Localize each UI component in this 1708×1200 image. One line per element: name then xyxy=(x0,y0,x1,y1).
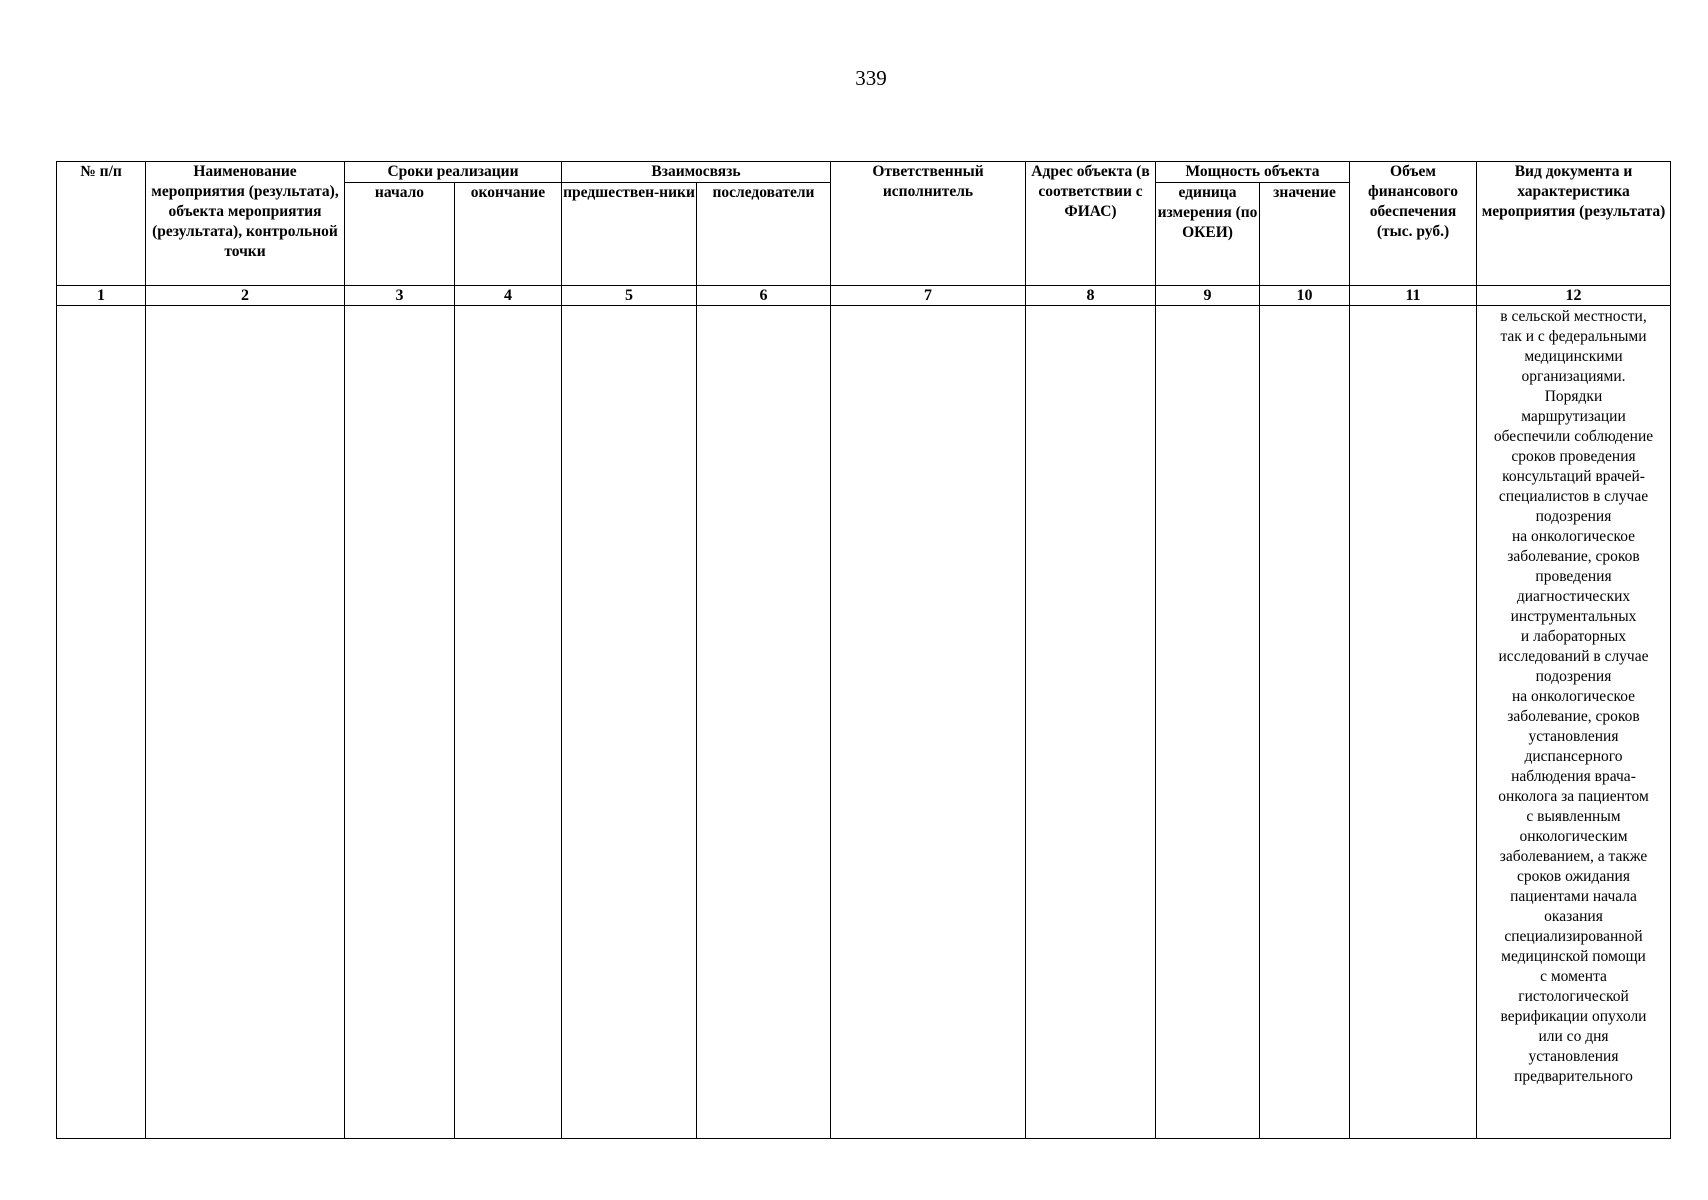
description-line: с выявленным xyxy=(1526,808,1621,826)
description-line: наблюдения врача- xyxy=(1511,768,1636,786)
header-successors: последователи xyxy=(697,183,831,285)
column-number: 7 xyxy=(831,285,1026,305)
description-line: онколога за пациентом xyxy=(1498,788,1649,806)
description-line: и лабораторных xyxy=(1520,628,1627,646)
description-line: предварительного xyxy=(1514,1068,1633,1086)
header-row-1 xyxy=(57,162,1671,183)
description-line: установления xyxy=(1528,728,1619,746)
description-line: сроков ожидания xyxy=(1517,868,1630,886)
description-line: маршрутизации xyxy=(1521,408,1626,426)
column-number: 8 xyxy=(1026,285,1156,305)
column-number: 3 xyxy=(345,285,455,305)
column-number: 12 xyxy=(1477,285,1671,305)
header-responsible: Ответственный исполнитель xyxy=(831,162,1026,286)
description-line: Порядки xyxy=(1544,388,1603,406)
header-funding: Объем финансового обеспечения (тыс. руб.) xyxy=(1350,162,1477,286)
header-document-type: Вид документа и характеристика мероприятия (результата) xyxy=(1477,162,1671,286)
description-line: или со дня xyxy=(1538,1028,1609,1046)
cell-responsible xyxy=(831,306,1026,1139)
cell-unit xyxy=(1156,306,1260,1139)
cell-end xyxy=(455,306,562,1139)
cell-address xyxy=(1026,306,1156,1139)
column-number: 6 xyxy=(697,285,831,305)
description-line: подозрения xyxy=(1535,668,1612,686)
header-deadlines-group: Сроки реализации xyxy=(345,162,562,183)
column-numbers-row xyxy=(57,285,1671,305)
header-number: № п/п xyxy=(57,162,146,286)
description-line: подозрения xyxy=(1535,508,1612,526)
cell-activity-name xyxy=(146,306,345,1139)
description-line: организациями. xyxy=(1521,368,1626,386)
description-line: на онкологическое xyxy=(1511,528,1636,546)
header-end: окончание xyxy=(455,183,562,285)
description-line: консультаций врачей- xyxy=(1502,468,1645,486)
header-start: начало xyxy=(345,183,455,285)
description-line: специализированной xyxy=(1504,928,1643,946)
column-number: 5 xyxy=(562,285,697,305)
description-line: инструментальных xyxy=(1510,608,1637,626)
cell-number xyxy=(57,306,146,1139)
cell-predecessors xyxy=(562,306,697,1139)
column-number: 10 xyxy=(1260,285,1350,305)
description-line: верификации опухоли xyxy=(1500,1008,1647,1026)
description-line: в сельской местности, xyxy=(1500,308,1647,326)
description-line: проведения xyxy=(1535,568,1612,586)
header-address: Адрес объекта (в соответствии с ФИАС) xyxy=(1026,162,1156,286)
column-number: 2 xyxy=(146,285,345,305)
description-line: установления xyxy=(1528,1048,1619,1066)
description-line: медицинскими xyxy=(1524,348,1623,366)
page-number: 339 xyxy=(855,66,887,90)
description-line: пациентами начала xyxy=(1510,888,1637,906)
column-number: 4 xyxy=(455,285,562,305)
description-line: с момента xyxy=(1540,968,1607,986)
description-line: медицинской помощи xyxy=(1501,948,1646,966)
cell-funding xyxy=(1350,306,1477,1139)
cell-document-description xyxy=(1477,306,1671,1139)
header-value: значение xyxy=(1260,183,1350,285)
description-line: диагностических xyxy=(1516,588,1631,606)
description-line: на онкологическое xyxy=(1511,688,1636,706)
description-line: гистологической xyxy=(1518,988,1629,1006)
column-number: 9 xyxy=(1156,285,1260,305)
description-line: специалистов в случае xyxy=(1498,488,1649,506)
cell-value xyxy=(1260,306,1350,1139)
description-line: онкологическим xyxy=(1519,828,1628,846)
description-line: так и с федеральными xyxy=(1500,328,1647,346)
header-capacity-group: Мощность объекта xyxy=(1156,162,1350,183)
header-predecessors: предшествен-ники xyxy=(562,183,697,285)
column-number: 1 xyxy=(57,285,146,305)
header-unit: единица измерения (по ОКЕИ) xyxy=(1156,183,1260,285)
description-line: диспансерного xyxy=(1524,748,1623,766)
description-line: исследований в случае xyxy=(1498,648,1649,666)
plan-table xyxy=(56,161,1671,1139)
description-line: обеспечили соблюдение xyxy=(1493,428,1654,446)
description-line: заболевание, сроков xyxy=(1507,708,1640,726)
column-number: 11 xyxy=(1350,285,1477,305)
description-line: заболевание, сроков xyxy=(1507,548,1640,566)
cell-start xyxy=(345,306,455,1139)
header-relationship-group: Взаимосвязь xyxy=(562,162,831,183)
description-line: сроков проведения xyxy=(1511,448,1636,466)
description-line: заболеванием, а также xyxy=(1499,848,1648,866)
header-activity-name: Наименование мероприятия (результата), объекта мероприятия (результата), контрольной точки xyxy=(146,162,345,286)
cell-successors xyxy=(697,306,831,1139)
table-row xyxy=(57,306,1671,1139)
description-line: оказания xyxy=(1544,908,1603,926)
